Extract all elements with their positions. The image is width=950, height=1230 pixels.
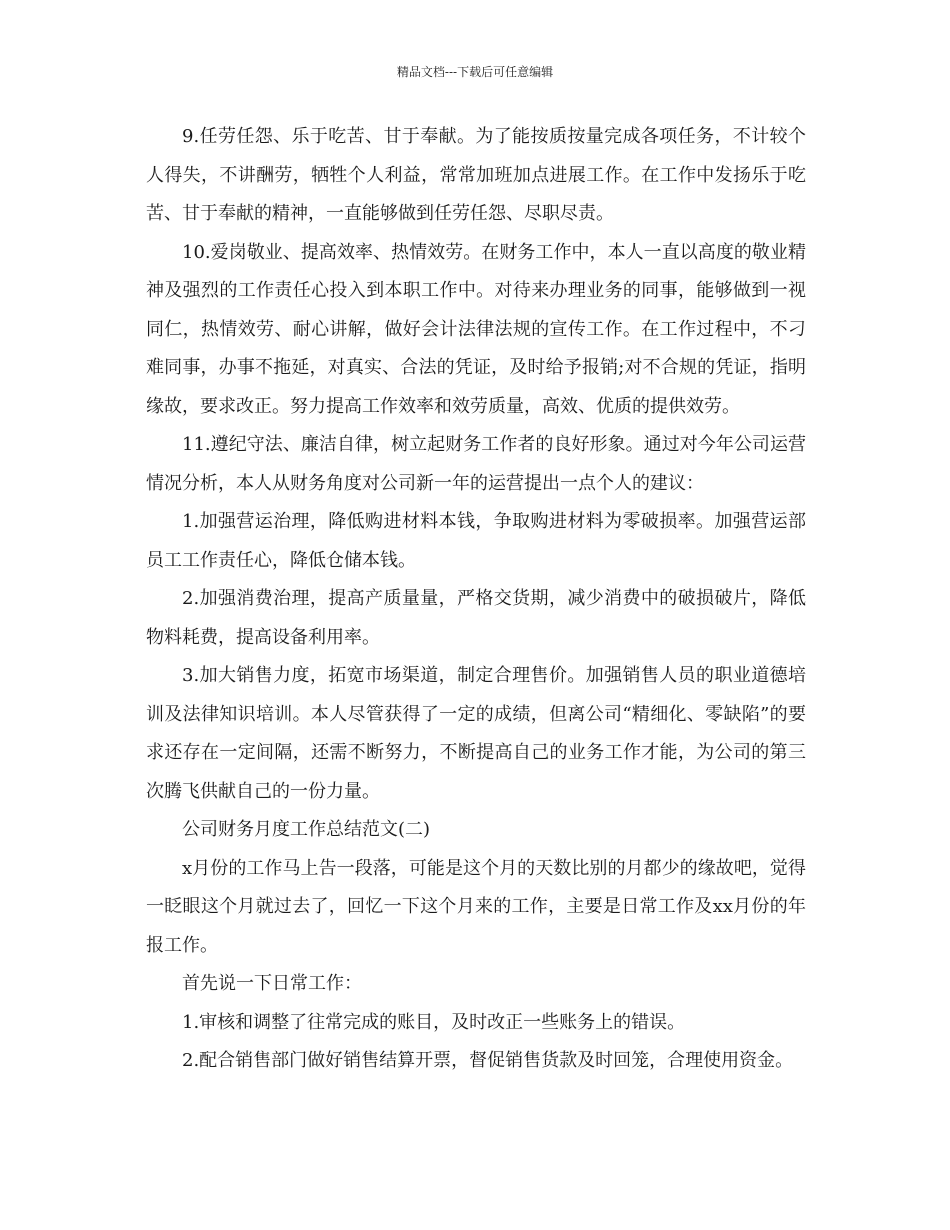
paragraph-item-10: 10.爱岗敬业、提高效率、热情效劳。在财务工作中，本人一直以高度的敬业精神及强烈的工作责任心投入到本职工作中。对待来办理业务的同事，能够做到一视同仁，热情效劳、耐心讲解，做好会计法律法规的宣传工作。在工作过程中，不刁难同事，办事不拖延，对真实、合法的凭证，及时给予报销;对不合规的凭证，指明缘故，要求改正。努力提高工作效率和效劳质量，高效、优质的提供效劳。 — [146, 241, 806, 417]
daily-work-heading: 首先说一下日常工作： — [182, 973, 362, 994]
daily-work-item-2: 2.配合销售部门做好销售结算开票，督促销售货款及时回笼，合理使用资金。 — [182, 1050, 794, 1071]
suggestion-1: 1.加强营运治理，降低购进材料本钱，争取购进材料为零破损率。加强营运部员工工作责任心，降低仓储本钱。 — [146, 511, 806, 571]
paragraph-item-11: 11.遵纪守法、廉洁自律，树立起财务工作者的良好形象。通过对今年公司运营情况分析，本人从财务角度对公司新一年的运营提出一点个人的建议： — [146, 434, 806, 494]
paragraph-item-9: 9.任劳任怨、乐于吃苦、甘于奉献。为了能按质按量完成各项任务，不计较个人得失，不讲酬劳，牺牲个人利益，常常加班加点进展工作。在工作中发扬乐于吃苦、甘于奉献的精神，一直能够做到任劳任怨、尽职尽责。 — [146, 126, 806, 224]
section-title: 公司财务月度工作总结范文(二) — [182, 819, 431, 840]
page-header: 精品文档---下载后可任意编辑 — [396, 65, 554, 79]
document-body — [146, 118, 806, 1081]
suggestion-2: 2.加强消费治理，提高产质量量，严格交货期，减少消费中的破损破片，降低物料耗费，提高设备利用率。 — [146, 588, 806, 648]
intro-paragraph: x月份的工作马上告一段落，可能是这个月的天数比别的月都少的缘故吧，觉得一眨眼这个月就过去了，回忆一下这个月来的工作，主要是日常工作及xx月份的年报工作。 — [146, 857, 806, 956]
suggestion-3: 3.加大销售力度，拓宽市场渠道，制定合理售价。加强销售人员的职业道德培训及法律知识培训。本人尽管获得了一定的成绩，但离公司“精细化、零缺陷”的要求还存在一定间隔，还需不断努力，不断提高自己的业务工作才能，为公司的第三次腾飞供献自己的一份力量。 — [146, 665, 806, 802]
daily-work-item-1: 1.审核和调整了往常完成的账目，及时改正一些账务上的错误。 — [182, 1011, 686, 1033]
